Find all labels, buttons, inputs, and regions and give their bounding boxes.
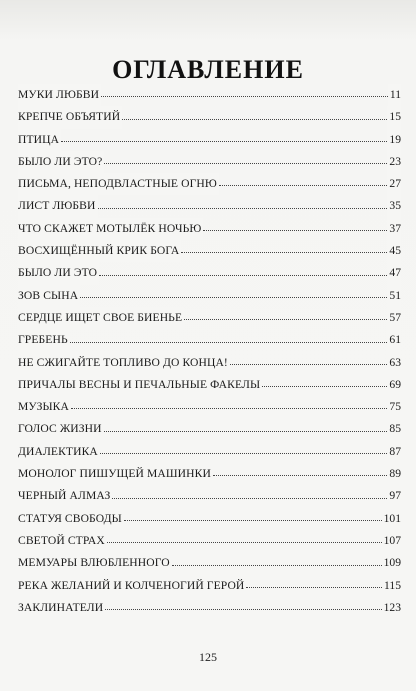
toc-entry (18, 151, 401, 173)
toc-dot-leader (100, 453, 388, 454)
toc-entry-title: ВОСХИЩЁННЫЙ КРИК БОГА (18, 240, 181, 262)
toc-entry (18, 418, 401, 440)
toc-entry-page: 107 (382, 530, 401, 552)
toc-entry (18, 285, 401, 307)
toc-entry (18, 307, 401, 329)
toc-entry-title: БЫЛО ЛИ ЭТО? (18, 151, 104, 173)
toc-entry-title: ГОЛОС ЖИЗНИ (18, 418, 104, 440)
toc-entry (18, 463, 401, 485)
page-title: ОГЛАВЛЕНИЕ (112, 55, 304, 84)
toc-entry-title: СТАТУЯ СВОБОДЫ (18, 508, 124, 530)
toc-dot-leader (104, 431, 388, 432)
toc-dot-leader (98, 208, 388, 209)
page-number: 125 (199, 650, 217, 664)
toc-entry-page: 27 (387, 173, 401, 195)
toc-dot-leader (246, 587, 382, 588)
toc-entry-title: СВЕТОЙ СТРАХ (18, 530, 107, 552)
toc-entry (18, 396, 401, 418)
toc-entry (18, 262, 401, 284)
toc-dot-leader (203, 230, 387, 231)
toc-entry-page: 69 (387, 374, 401, 396)
toc-entry (18, 329, 401, 351)
toc-dot-leader (122, 119, 387, 120)
toc-entry-title: МЕМУАРЫ ВЛЮБЛЕННОГО (18, 552, 172, 574)
toc-entry-title: КРЕПЧЕ ОБЪЯТИЙ (18, 106, 122, 128)
toc-dot-leader (107, 542, 382, 543)
toc-entry-title: МУКИ ЛЮБВИ (18, 84, 101, 106)
toc-dot-leader (213, 475, 387, 476)
table-of-contents (18, 84, 401, 619)
toc-entry-title: ЗАКЛИНАТЕЛИ (18, 597, 105, 619)
toc-entry (18, 195, 401, 217)
toc-entry-title: МУЗЫКА (18, 396, 71, 418)
toc-entry-page: 123 (382, 597, 401, 619)
toc-entry-title: НЕ СЖИГАЙТЕ ТОПЛИВО ДО КОНЦА! (18, 352, 230, 374)
toc-entry-page: 45 (387, 240, 401, 262)
toc-entry-page: 97 (387, 485, 401, 507)
toc-dot-leader (219, 185, 388, 186)
toc-entry (18, 240, 401, 262)
toc-entry-page: 37 (387, 218, 401, 240)
toc-dot-leader (172, 565, 382, 566)
toc-entry-page: 101 (382, 508, 401, 530)
toc-entry (18, 84, 401, 106)
toc-entry-title: ГРЕБЕНЬ (18, 329, 70, 351)
toc-entry (18, 218, 401, 240)
toc-entry-title: СЕРДЦЕ ИЩЕТ СВОЕ БИЕНЬЕ (18, 307, 184, 329)
toc-entry-page: 61 (387, 329, 401, 351)
toc-entry (18, 530, 401, 552)
toc-dot-leader (99, 275, 387, 276)
toc-entry (18, 508, 401, 530)
toc-entry-page: 15 (387, 106, 401, 128)
toc-entry-title: РЕКА ЖЕЛАНИЙ И КОЛЧЕНОГИЙ ГЕРОЙ (18, 575, 246, 597)
toc-entry-page: 35 (387, 195, 401, 217)
toc-entry (18, 173, 401, 195)
toc-entry-page: 23 (387, 151, 401, 173)
toc-dot-leader (124, 520, 382, 521)
toc-entry-title: МОНОЛОГ ПИШУЩЕЙ МАШИНКИ (18, 463, 213, 485)
toc-entry-page: 115 (382, 575, 401, 597)
toc-entry-title: ПИСЬМА, НЕПОДВЛАСТНЫЕ ОГНЮ (18, 173, 219, 195)
toc-entry (18, 106, 401, 128)
toc-entry (18, 552, 401, 574)
toc-entry-title: ЧТО СКАЖЕТ МОТЫЛЁК НОЧЬЮ (18, 218, 203, 240)
toc-dot-leader (105, 609, 381, 610)
toc-entry (18, 441, 401, 463)
toc-dot-leader (181, 252, 387, 253)
toc-entry-title: ЛИСТ ЛЮБВИ (18, 195, 98, 217)
toc-entry-page: 85 (387, 418, 401, 440)
toc-entry-title: БЫЛО ЛИ ЭТО (18, 262, 99, 284)
toc-entry-title: ЧЕРНЫЙ АЛМАЗ (18, 485, 112, 507)
toc-dot-leader (104, 163, 387, 164)
toc-entry-page: 47 (387, 262, 401, 284)
toc-entry (18, 575, 401, 597)
toc-dot-leader (262, 386, 387, 387)
toc-dot-leader (71, 408, 387, 409)
toc-entry-page: 87 (387, 441, 401, 463)
toc-entry-page: 89 (387, 463, 401, 485)
toc-entry (18, 352, 401, 374)
toc-entry-page: 51 (387, 285, 401, 307)
toc-entry (18, 485, 401, 507)
toc-dot-leader (112, 498, 387, 499)
toc-entry-title: ПТИЦА (18, 129, 61, 151)
toc-dot-leader (230, 364, 388, 365)
toc-dot-leader (80, 297, 387, 298)
toc-entry-page: 19 (387, 129, 401, 151)
toc-entry-page: 109 (382, 552, 401, 574)
toc-entry-page: 11 (388, 84, 401, 106)
toc-dot-leader (70, 342, 388, 343)
toc-entry-title: ПРИЧАЛЫ ВЕСНЫ И ПЕЧАЛЬНЫЕ ФАКЕЛЫ (18, 374, 262, 396)
toc-entry-page: 63 (387, 352, 401, 374)
toc-entry-title: ЗОВ СЫНА (18, 285, 80, 307)
toc-dot-leader (184, 319, 387, 320)
toc-entry-page: 75 (387, 396, 401, 418)
toc-entry (18, 374, 401, 396)
toc-dot-leader (101, 96, 388, 97)
toc-entry-page: 57 (387, 307, 401, 329)
toc-entry-title: ДИАЛЕКТИКА (18, 441, 100, 463)
toc-dot-leader (61, 141, 387, 142)
toc-entry (18, 129, 401, 151)
toc-entry (18, 597, 401, 619)
